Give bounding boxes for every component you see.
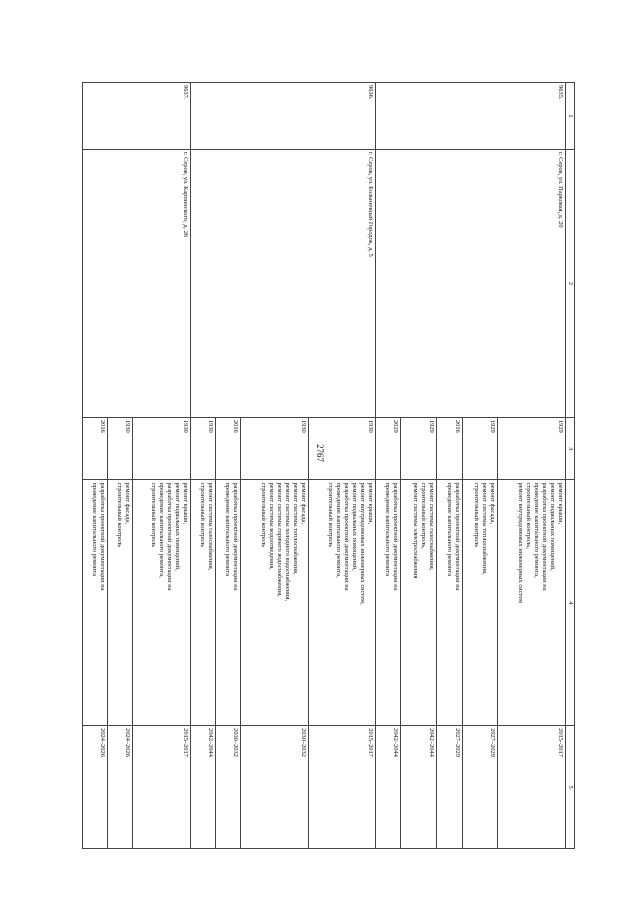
work-item: ремонт системы электроснабжения xyxy=(412,482,420,579)
works-cell xyxy=(215,480,240,726)
year-cell: 1930 xyxy=(308,417,376,480)
period-cell: 2042–2044 xyxy=(376,726,401,849)
period-cell: 2042–2044 xyxy=(401,726,437,849)
work-item: разработка проектной документации на xyxy=(231,482,239,591)
work-item: ремонт системы холодного водоснабжения, xyxy=(283,482,291,601)
header-col-4: 4 xyxy=(566,480,575,726)
work-item: разработка проектной документации на xyxy=(453,482,461,591)
year-cell: 2016 xyxy=(437,417,462,480)
work-item: ремонт подвальных помещений, xyxy=(549,482,556,571)
period-cell: 2015–2017 xyxy=(133,726,190,849)
period-cell: 2015–2017 xyxy=(308,726,376,849)
works-cell xyxy=(401,480,437,726)
work-item: ремонт подвальных помещений, xyxy=(351,482,359,571)
works-cell xyxy=(108,480,133,726)
header-col-5: 5 xyxy=(566,726,575,849)
works-cell xyxy=(240,480,308,726)
year-cell: 1929 xyxy=(462,417,498,480)
period-cell: 2030–2032 xyxy=(240,726,308,849)
work-item: проведение капитального ремонта, xyxy=(533,482,540,578)
year-cell: 2029 xyxy=(376,417,401,480)
work-item: ремонт крыши, xyxy=(367,482,375,525)
work-item: проведение капитального ремонта xyxy=(384,482,392,577)
work-item: ремонт системы газоснабжения, xyxy=(428,482,436,571)
table-body xyxy=(83,83,566,849)
table-row xyxy=(308,83,376,849)
repair-schedule-table xyxy=(82,82,575,849)
works-cell xyxy=(133,480,190,726)
works-cell xyxy=(190,480,215,726)
work-item: строительный контроль xyxy=(327,482,335,548)
period-cell: 2030–2032 xyxy=(215,726,240,849)
work-item: строительный контроль xyxy=(259,482,267,548)
work-item: ремонт внутридомовых инженерных систем xyxy=(517,482,524,604)
year-cell: 1930 xyxy=(133,417,190,480)
work-item: строительный контроль xyxy=(473,482,481,548)
year-cell: 1930 xyxy=(108,417,133,480)
work-item: ремонт системы горячего водоснабжения, xyxy=(275,482,283,597)
header-col-3: 3 xyxy=(566,417,575,480)
table-container xyxy=(82,82,575,849)
header-col-1: 1 xyxy=(566,83,575,150)
work-item: строительный контроль xyxy=(116,482,124,548)
work-item: ремонт крыши, xyxy=(557,482,564,525)
year-cell: 1929 xyxy=(401,417,437,480)
work-item: ремонт фасада, xyxy=(489,482,497,524)
works-cell xyxy=(437,480,462,726)
period-cell: 2027–2029 xyxy=(437,726,462,849)
period-cell: 2024–2026 xyxy=(108,726,133,849)
work-item: разработка проектной документации на xyxy=(392,482,400,591)
work-item: проведение капитального ремонта xyxy=(445,482,453,577)
work-item: разработка проектной документации на xyxy=(343,482,351,591)
works-cell xyxy=(308,480,376,726)
year-cell: 1930 xyxy=(190,417,215,480)
year-cell: 2016 xyxy=(83,417,108,480)
address-cell: г. Серов, ул. Парковая, д. 20 xyxy=(376,149,566,417)
header-row xyxy=(566,83,575,849)
work-item: ремонт системы водоотведения, xyxy=(267,482,275,570)
row-number: 9635. xyxy=(376,83,566,150)
works-cell xyxy=(498,480,566,726)
work-item: ремонт фасада, xyxy=(124,482,132,524)
table-row xyxy=(498,83,566,849)
header-col-2: 2 xyxy=(566,149,575,417)
works-cell xyxy=(83,480,108,726)
year-cell: 1929 xyxy=(498,417,566,480)
address-cell: г. Серов, ул. Карпинского, д. 26 xyxy=(83,149,191,417)
work-item: ремонт внутридомовых инженерных систем, xyxy=(359,482,367,605)
year-cell: 2016 xyxy=(215,417,240,480)
work-item: ремонт системы газоснабжения, xyxy=(206,482,214,571)
work-item: проведение капитального ремонта xyxy=(91,482,99,577)
work-item: проведение капитального ремонта, xyxy=(335,482,343,578)
work-item: строительный контроль xyxy=(149,482,157,548)
work-item: проведение капитального ремонта, xyxy=(157,482,165,578)
work-item: разработка проектной документации на xyxy=(165,482,173,591)
work-item: ремонт фасада, xyxy=(299,482,307,524)
period-cell: 2027–2029 xyxy=(462,726,498,849)
address-cell: г. Серов, ул. Больничный Городок, д. 5 xyxy=(190,149,376,417)
table-row xyxy=(133,83,190,849)
works-cell xyxy=(462,480,498,726)
work-item: ремонт подвальных помещений, xyxy=(173,482,181,571)
work-item: ремонт системы теплоснабжения, xyxy=(481,482,489,575)
work-item: строительный контроль, xyxy=(525,482,532,549)
page-number: 2767 xyxy=(315,444,325,462)
work-item: разработка проектной документации на xyxy=(541,482,548,591)
row-number: 9636. xyxy=(190,83,376,150)
period-cell: 2015–2017 xyxy=(498,726,566,849)
work-item: строительный контроль, xyxy=(420,482,428,549)
work-item: ремонт системы теплоснабжения, xyxy=(291,482,299,575)
work-item: ремонт крыши, xyxy=(181,482,189,525)
year-cell: 1930 xyxy=(240,417,308,480)
period-cell: 2042–2044 xyxy=(190,726,215,849)
row-number: 9637. xyxy=(83,83,191,150)
work-item: проведение капитального ремонта xyxy=(223,482,231,577)
period-cell: 2024–2026 xyxy=(83,726,108,849)
work-item: строительный контроль xyxy=(198,482,206,548)
work-item: разработка проектной документации на xyxy=(99,482,107,591)
works-cell xyxy=(376,480,401,726)
